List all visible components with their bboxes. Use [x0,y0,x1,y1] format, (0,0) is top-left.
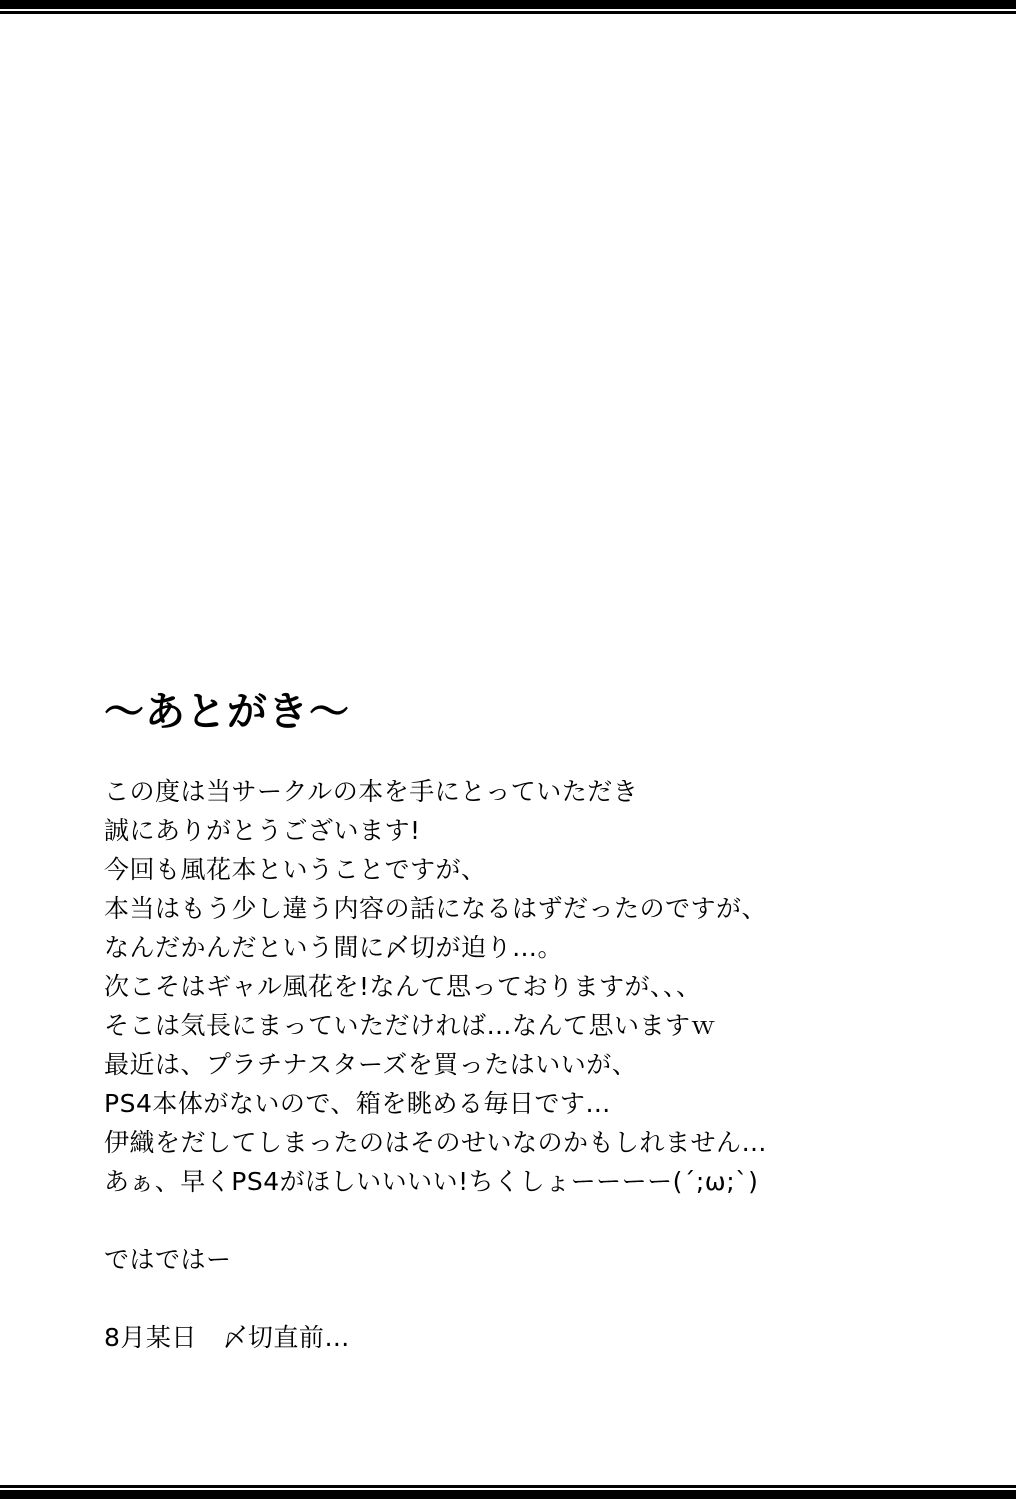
afterword-line: 今回も風花本ということですが、 [104,855,487,884]
afterword-line: そこは気長にまっていただければ…なんて思いますｗ [104,1011,717,1040]
afterword-signoff: ではではー [104,1245,232,1274]
top-border-line [0,11,1016,14]
afterword-line: 最近は、プラチナスターズを買ったはいいが、 [104,1050,638,1079]
afterword-line: なんだかんだという間に〆切が迫り…。 [104,933,564,962]
afterword-line: 本当はもう少し違う内容の話になるはずだったのですが、 [104,894,768,923]
afterword-line: 誠にありがとうございます! [104,816,421,845]
afterword-body [104,772,964,1201]
afterword-date: 8月某日 〆切直前… [104,1323,350,1352]
paragraph-spacer [104,1201,964,1240]
bottom-border-bar [0,1490,1016,1499]
afterword-line: PS4本体がないので、箱を眺める毎日です… [104,1089,611,1118]
top-border-bar [0,0,1016,9]
afterword-title: 〜あとがき〜 [104,689,350,735]
afterword-line: あぁ、早くPS4がほしいいいい!ちくしょーーーー(´;ω;`) [104,1167,759,1196]
bottom-border-line [0,1485,1016,1488]
afterword-line: 伊織をだしてしまったのはそのせいなのかもしれません… [104,1128,768,1157]
afterword-line: 次こそはギャル風花を!なんて思っておりますが、、、 [104,972,702,1001]
afterword-line: この度は当サークルの本を手にとっていただき [104,777,639,806]
afterword-section [104,690,964,1357]
